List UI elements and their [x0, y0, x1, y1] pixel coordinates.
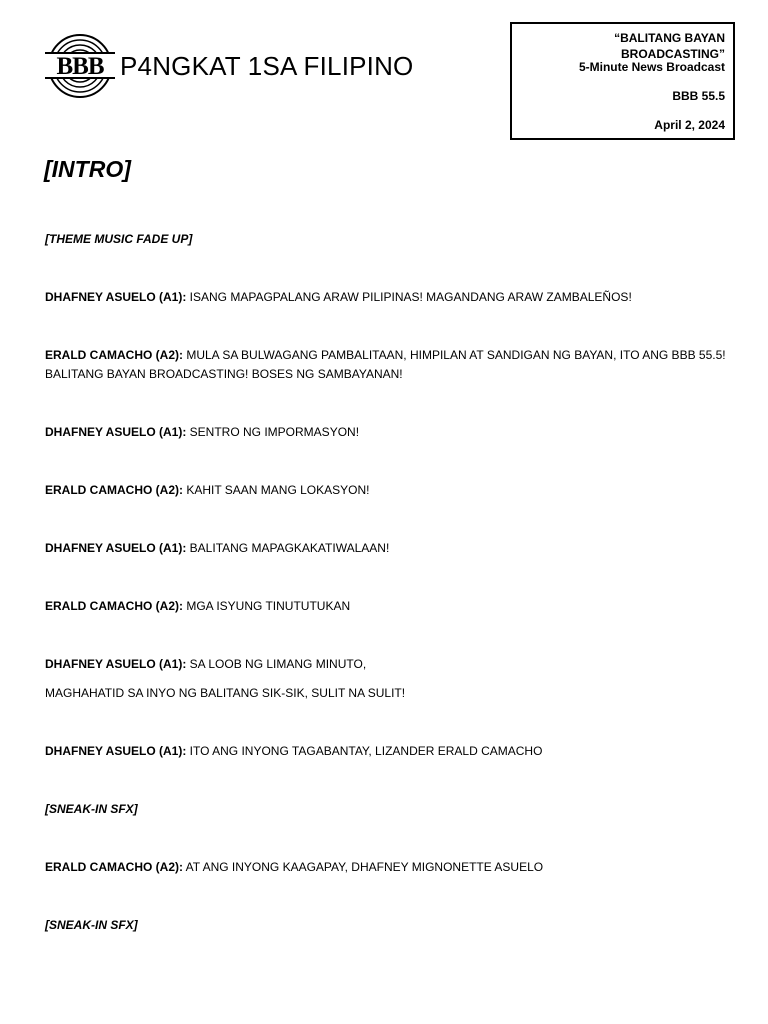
speaker-name: DHAFNEY ASUELO (A1):	[45, 657, 187, 671]
broadcast-info-box	[510, 22, 735, 140]
document-header	[44, 32, 413, 100]
document-title: P4NGKAT 1SA FILIPINO	[120, 50, 414, 81]
bbb-logo	[44, 32, 116, 100]
program-name: 5-Minute News Broadcast	[578, 60, 725, 74]
station-frequency: BBB 55.5	[672, 89, 725, 103]
dialogue-text: AT ANG INYONG KAAGAPAY, DHAFNEY MIGNONETTE ASUELO	[183, 860, 544, 874]
speaker-name: DHAFNEY ASUELO (A1):	[45, 744, 187, 758]
stage-cue: [SNEAK-IN SFX]	[45, 802, 138, 816]
dialogue-text: ISANG MAPAGPALANG ARAW PILIPINAS! MAGANDANG ARAW ZAMBALEÑOS!	[186, 290, 632, 304]
stage-cue: [SNEAK-IN SFX]	[45, 918, 138, 932]
speaker-name: ERALD CAMACHO (A2):	[45, 483, 183, 497]
stage-cue: [THEME MUSIC FADE UP]	[45, 232, 193, 246]
dialogue-text: SENTRO NG IMPORMASYON!	[186, 425, 360, 439]
script-line	[45, 423, 735, 442]
broadcast-date: April 2, 2024	[654, 118, 725, 132]
script-line	[45, 288, 735, 307]
script-line	[45, 346, 735, 384]
speaker-name: DHAFNEY ASUELO (A1):	[45, 425, 187, 439]
dialogue-text: BALITANG MAPAGKAKATIWALAAN!	[186, 541, 390, 555]
script-line	[45, 742, 735, 761]
logo-text: BBB	[56, 53, 104, 80]
dialogue-text: SA LOOB NG LIMANG MINUTO,	[186, 657, 367, 671]
section-title: [INTRO]	[44, 156, 131, 182]
speaker-name: ERALD CAMACHO (A2):	[45, 860, 183, 874]
speaker-name: ERALD CAMACHO (A2):	[45, 348, 183, 362]
station-name: “BALITANG BAYAN BROADCASTING”	[614, 31, 725, 61]
speaker-name: DHAFNEY ASUELO (A1):	[45, 541, 187, 555]
script-line	[45, 655, 735, 674]
script-line	[45, 858, 735, 877]
script-line	[45, 597, 735, 616]
speaker-name: ERALD CAMACHO (A2):	[45, 599, 183, 613]
dialogue-text: MULA SA BULWAGANG PAMBALITAAN, HIMPILAN AT SANDIGAN NG BAYAN, ITO ANG BBB 55.5! BALITANG BAYAN BROADCASTING! BOSES NG SAMBAYANAN!	[45, 348, 726, 381]
dialogue-text: KAHIT SAAN MANG LOKASYON!	[183, 483, 370, 497]
dialogue-continuation: MAGHAHATID SA INYO NG BALITANG SIK-SIK, SULIT NA SULIT!	[45, 686, 406, 700]
script-line	[45, 539, 735, 558]
script-line	[45, 481, 735, 500]
dialogue-text: MGA ISYUNG TINUTUTUKAN	[183, 599, 351, 613]
speaker-name: DHAFNEY ASUELO (A1):	[45, 290, 187, 304]
dialogue-text: ITO ANG INYONG TAGABANTAY, LIZANDER ERALD CAMACHO	[186, 744, 543, 758]
